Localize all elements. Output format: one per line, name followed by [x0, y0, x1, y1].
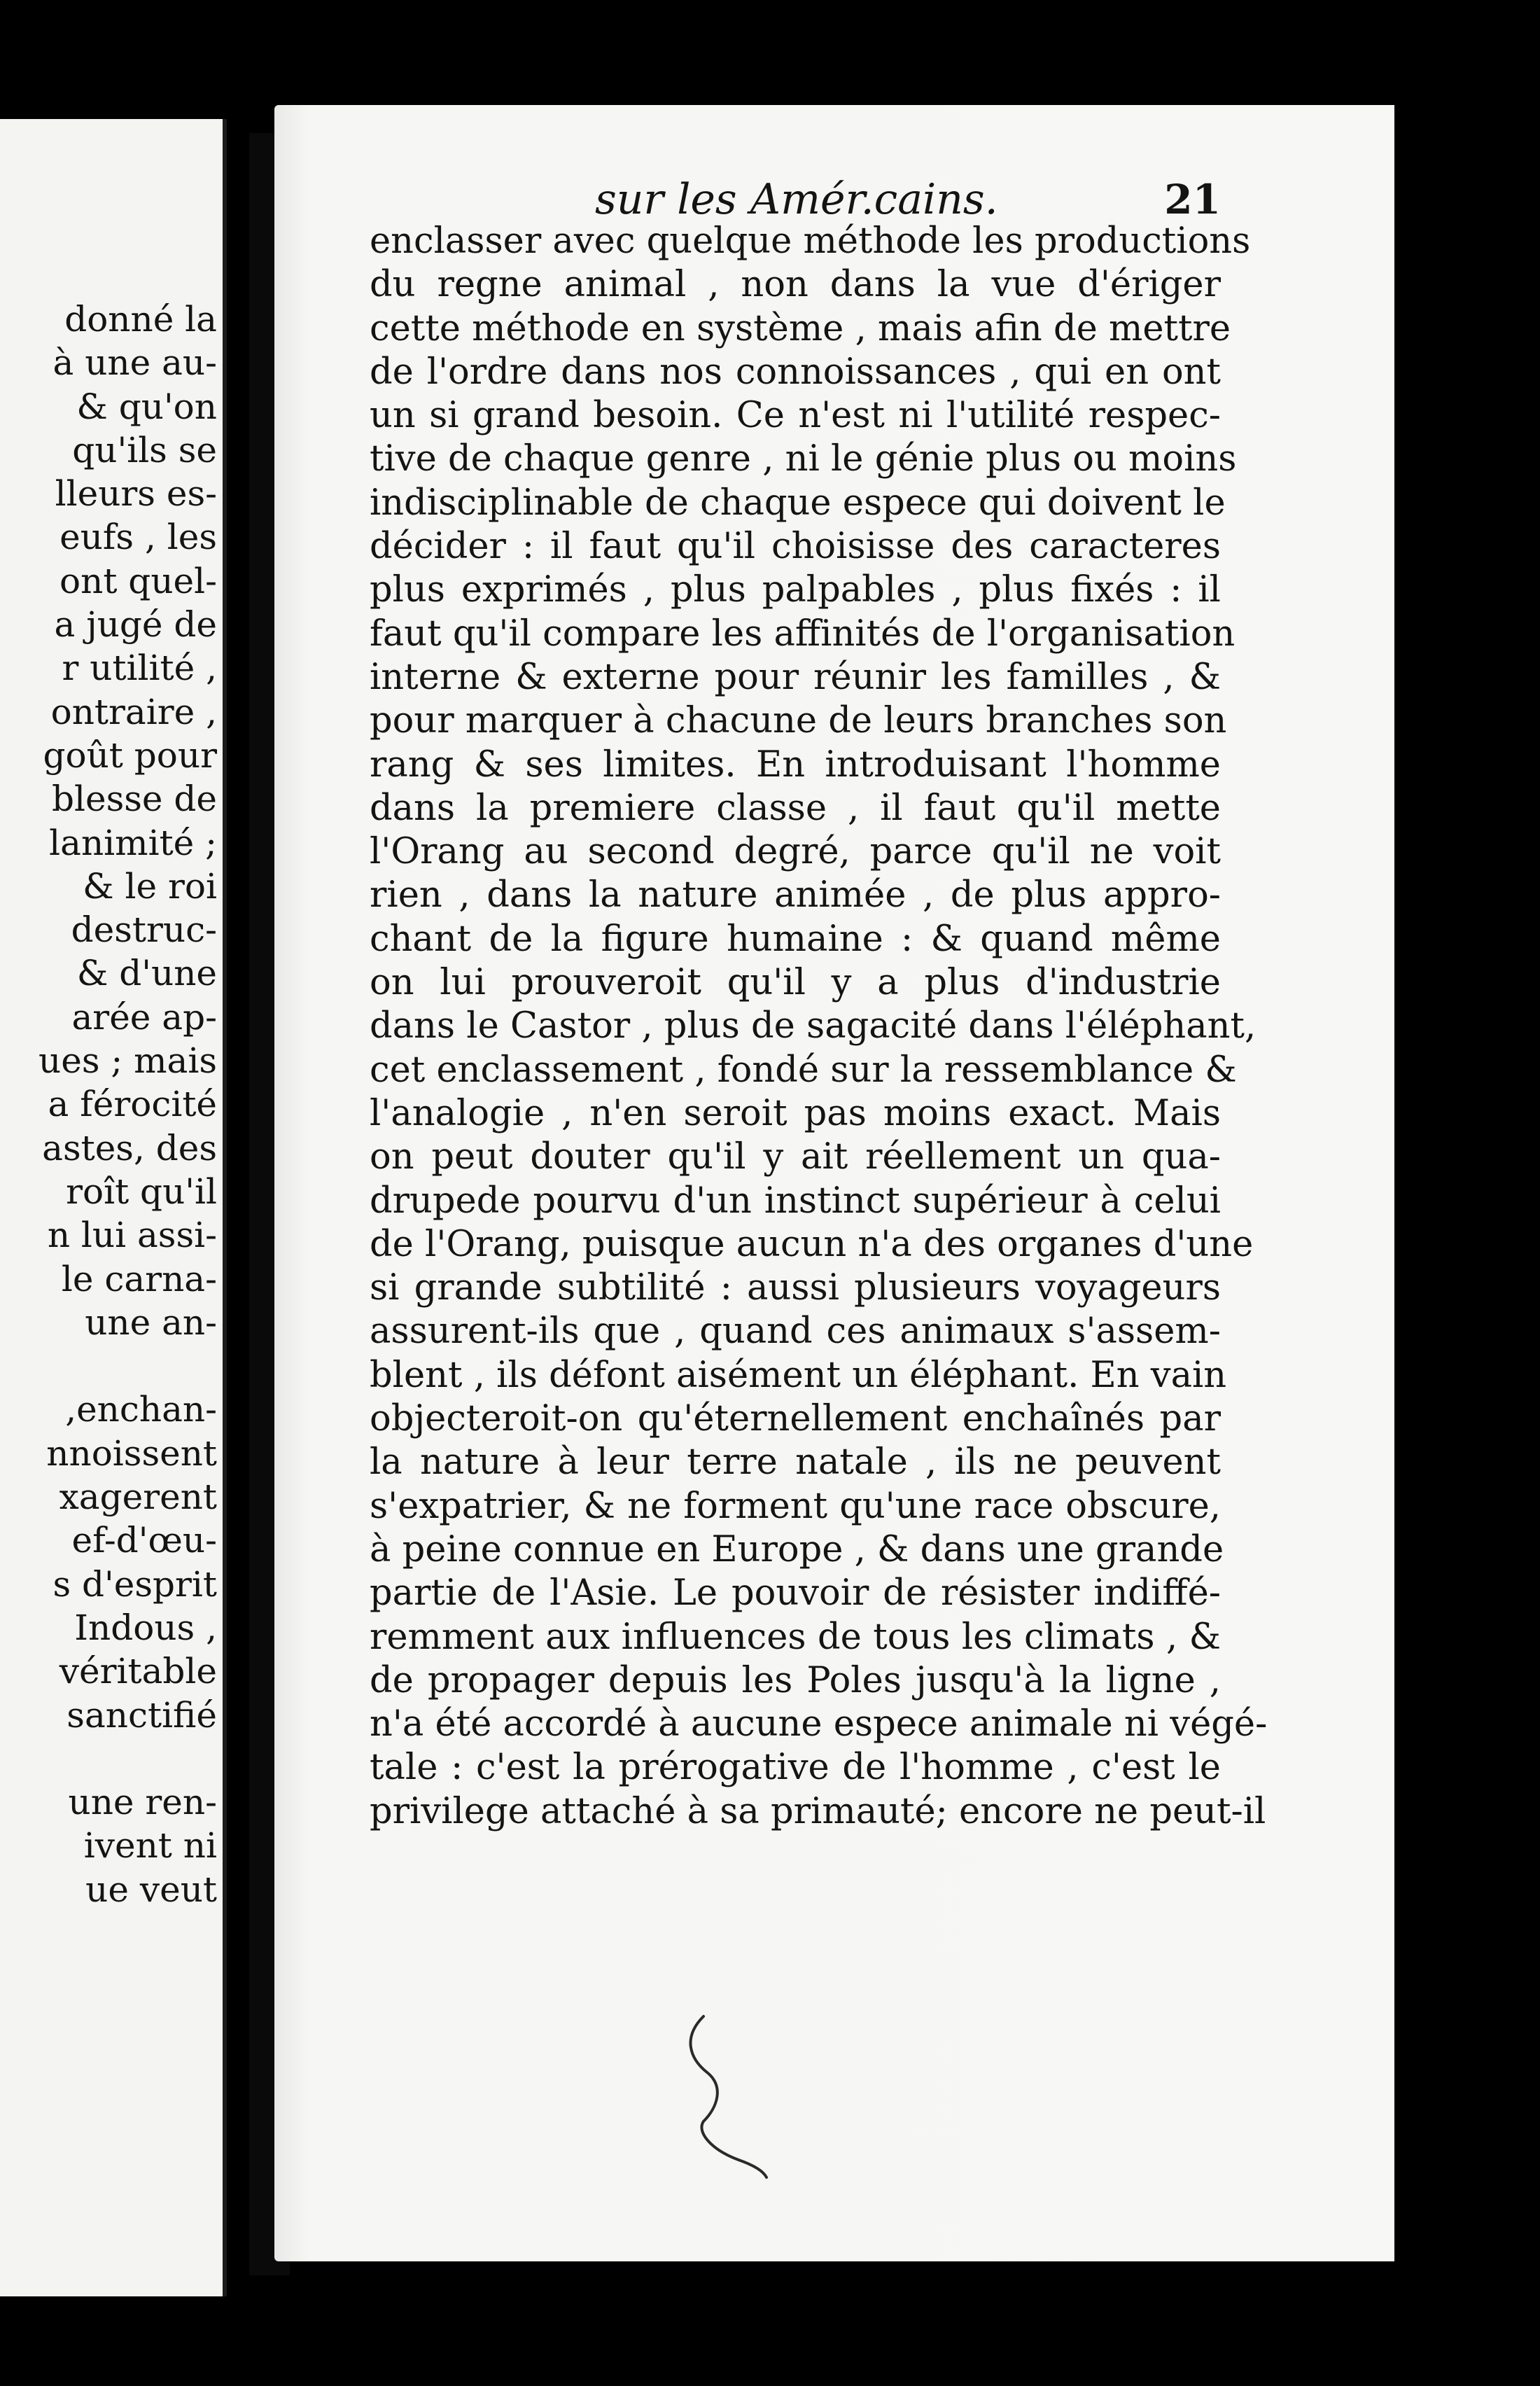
left-page-line	[7, 1344, 217, 1388]
body-line: du regne animal , non dans la vue d'ériger	[370, 264, 1221, 306]
body-line: tale : c'est la prérogative de l'homme , c'est le	[370, 1747, 1221, 1789]
left-page-line: arée ap-	[71, 996, 217, 1038]
body-line: remment aux influences de tous les climats , &	[370, 1616, 1221, 1658]
body-line: de propager depuis les Poles jusqu'à la ligne ,	[370, 1659, 1221, 1701]
left-page-line: & qu'on	[76, 386, 217, 427]
left-page-line: ue veut	[85, 1869, 217, 1910]
left-page-line: s d'esprit	[52, 1563, 217, 1605]
left-page-line: donné la	[64, 299, 217, 340]
left-page-line: astes, des	[42, 1127, 217, 1168]
body-line: si grande subtilité : aussi plusieurs voyageurs	[370, 1267, 1221, 1309]
body-line: dans la premiere classe , il faut qu'il mette	[370, 787, 1221, 829]
body-line: enclasser avec quelque méthode les productions	[370, 221, 1251, 262]
page-number: 21	[1164, 176, 1221, 223]
left-page-line: a férocité	[48, 1084, 217, 1125]
left-page-line: lanimité ;	[49, 822, 217, 863]
left-page-line: ontraire ,	[50, 691, 217, 732]
left-page-line: une an-	[85, 1302, 217, 1343]
left-page-line: & le roi	[83, 865, 217, 907]
left-page-line: ,enchan-	[65, 1389, 217, 1430]
body-line: pour marquer à chacune de leurs branches son	[370, 700, 1227, 742]
left-page-line: le carna-	[61, 1258, 217, 1299]
left-page-line: ivent ni	[83, 1825, 217, 1867]
body-line: on peut douter qu'il y ait réellement un qua-	[370, 1136, 1221, 1178]
body-line: interne & externe pour réunir les familles , &	[370, 656, 1221, 698]
body-line: tive de chaque genre , ni le génie plus ou moins	[370, 438, 1237, 480]
page-header	[384, 174, 1221, 225]
left-page-line: eufs , les	[59, 517, 217, 558]
body-line: chant de la figure humaine : & quand même	[370, 918, 1221, 960]
body-line: objecteroit-on qu'éternellement enchaînés par	[370, 1398, 1221, 1440]
body-line: rien , dans la nature animée , de plus appro-	[370, 874, 1221, 916]
body-text	[370, 220, 1268, 1834]
running-head: sur les Amér.cains.	[595, 175, 998, 224]
left-page-line: lleurs es-	[55, 473, 217, 515]
left-page-line	[7, 1737, 217, 1780]
body-line: l'analogie , n'en seroit pas moins exact. Mais	[370, 1092, 1221, 1134]
body-line: rang & ses limites. En introduisant l'homme	[370, 744, 1221, 786]
body-line: l'Orang au second degré, parce qu'il ne voit	[370, 831, 1221, 873]
body-line: privilege attaché à sa primauté; encore ne peut-il	[370, 1790, 1266, 1832]
body-line: blent , ils défont aisément un éléphant. En vain	[370, 1354, 1227, 1396]
ink-flourish-mark	[676, 2009, 788, 2184]
body-line: on lui prouveroit qu'il y a plus d'industrie	[370, 962, 1221, 1004]
left-page-line: xagerent	[59, 1477, 217, 1518]
body-line: faut qu'il compare les affinités de l'organisation	[370, 613, 1236, 655]
left-page-line: a jugé de	[54, 604, 217, 646]
body-line: la nature à leur terre natale , ils ne peuvent	[370, 1442, 1221, 1484]
body-line: cette méthode en système , mais afin de mettre	[370, 307, 1231, 349]
body-line: à peine connue en Europe , & dans une grande	[370, 1528, 1224, 1570]
left-page-line: n lui assi-	[47, 1215, 217, 1256]
body-line: n'a été accordé à aucune espece animale ni végé-	[370, 1703, 1268, 1745]
left-page-line: & d'une	[76, 953, 217, 994]
left-page-line: goût pour	[43, 734, 217, 776]
left-page-line: ef-d'œu-	[71, 1520, 217, 1561]
body-line: un si grand besoin. Ce n'est ni l'utilité respec-	[370, 395, 1221, 437]
left-page-line: qu'ils se	[72, 429, 217, 470]
body-line: cet enclassement , fondé sur la ressemblance &	[370, 1049, 1237, 1091]
left-page-line: Indous ,	[74, 1607, 217, 1648]
left-page-line: blesse de	[52, 779, 217, 820]
body-line: assurent-ils que , quand ces animaux s'assem-	[370, 1311, 1221, 1353]
body-line: dans le Castor , plus de sagacité dans l'éléphant,	[370, 1005, 1256, 1047]
left-page-line: roît qu'il	[66, 1171, 217, 1212]
body-line: s'expatrier, & ne forment qu'une race obscure,	[370, 1485, 1221, 1527]
body-line: de l'ordre dans nos connoissances , qui en ont	[370, 351, 1221, 393]
left-page-line: r utilité ,	[62, 648, 217, 689]
body-line: plus exprimés , plus palpables , plus fixés : il	[370, 569, 1221, 611]
body-line: indisciplinable de chaque espece qui doivent le	[370, 482, 1226, 524]
left-page-line: ues ; mais	[38, 1040, 217, 1082]
left-page-line: destruc-	[71, 909, 217, 951]
left-page	[0, 119, 227, 2296]
left-page-text	[7, 298, 217, 1911]
body-line: drupede pourvu d'un instinct supérieur à celui	[370, 1180, 1221, 1222]
left-page-line: à une au-	[52, 342, 217, 384]
body-line: partie de l'Asie. Le pouvoir de résister indiffé-	[370, 1572, 1221, 1614]
left-page-line: ont quel-	[59, 560, 217, 601]
left-page-line: nnoissent	[46, 1432, 217, 1474]
body-line: de l'Orang, puisque aucun n'a des organes d'une	[370, 1223, 1254, 1265]
left-page-line: véritable	[59, 1651, 217, 1692]
left-page-line: une ren-	[68, 1782, 217, 1823]
left-page-line: sanctifié	[66, 1694, 217, 1736]
body-line: décider : il faut qu'il choisisse des caracteres	[370, 526, 1221, 568]
